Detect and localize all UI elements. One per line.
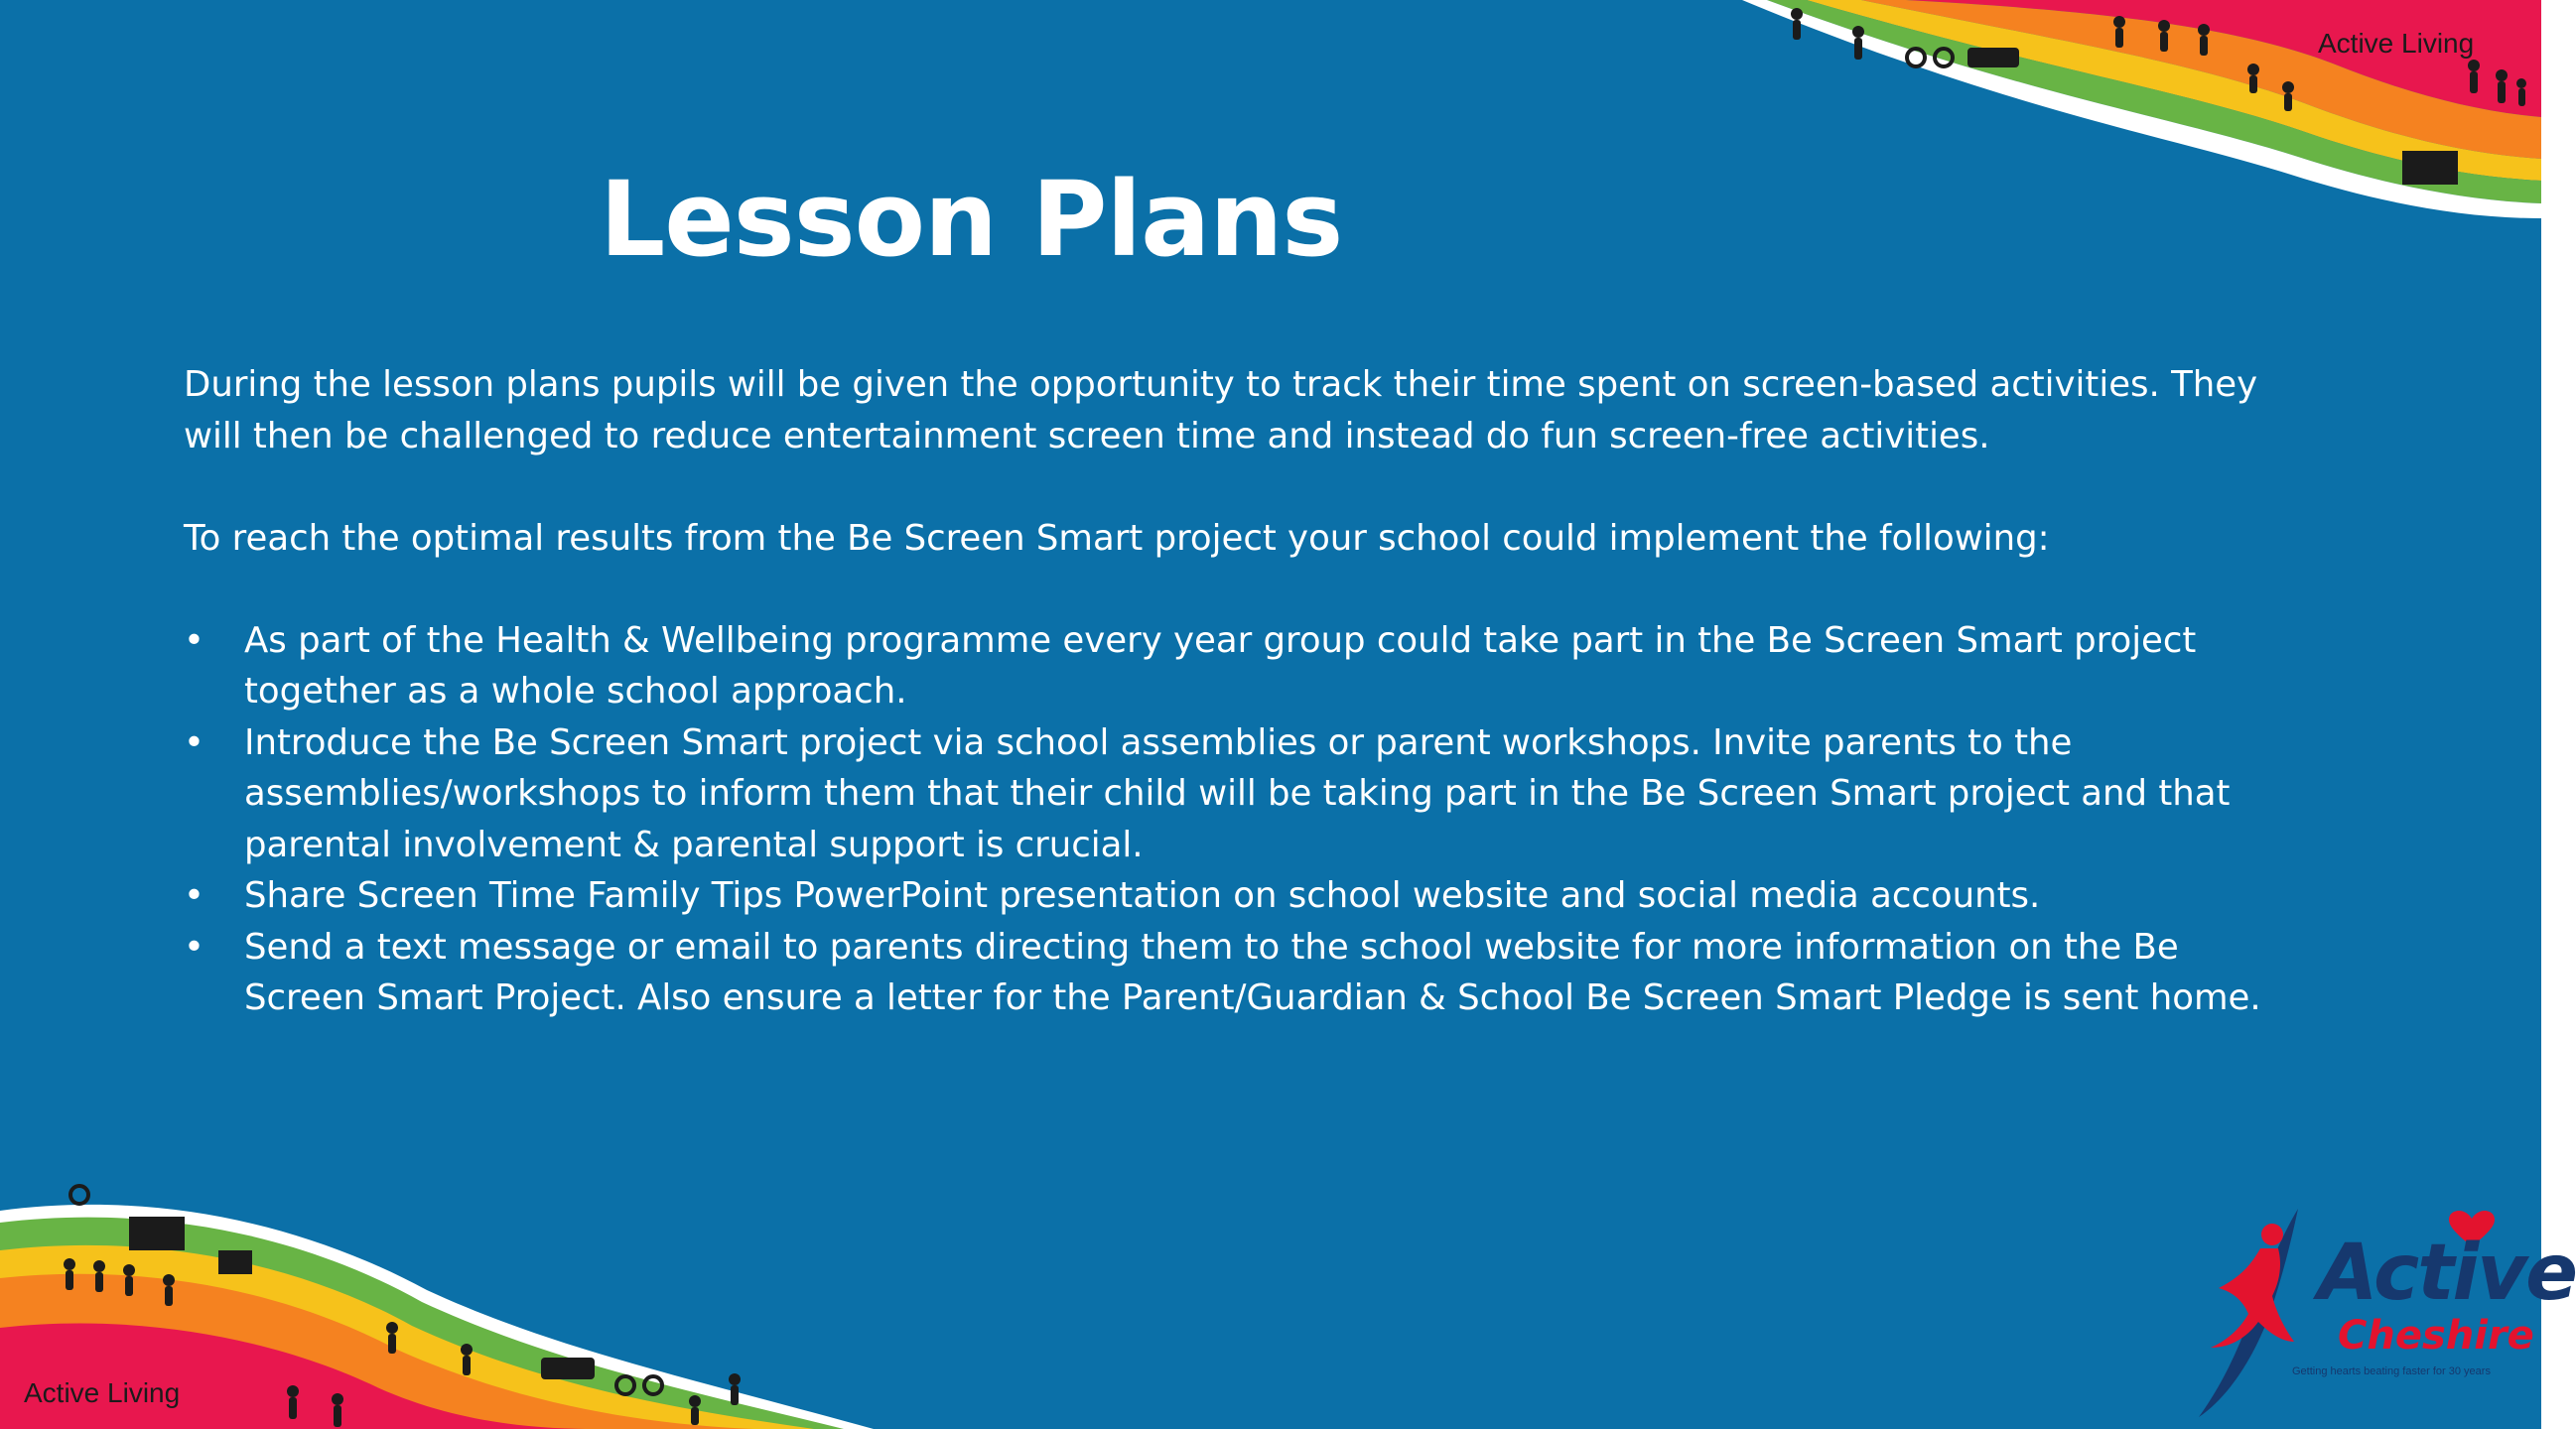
building-icon bbox=[2402, 151, 2458, 185]
bullet-icon: • bbox=[184, 721, 204, 763]
list-item-text: Send a text message or email to parents directing them to the school website for more information on the Be Screen Smart Project. Also ensure a letter for the Parent/Guardian & School Be Screen Smart Pledge is sent home. bbox=[244, 926, 2261, 1018]
active-living-label-bottom: Active Living bbox=[24, 1377, 181, 1408]
wheelchair-user-icon bbox=[70, 1186, 88, 1204]
list-item bbox=[184, 717, 2308, 871]
bus-icon bbox=[1967, 48, 2019, 67]
logo-tagline: Getting hearts beating faster for 30 years bbox=[2292, 1365, 2491, 1377]
logo-cheshire-text: Cheshire bbox=[2338, 1313, 2534, 1359]
list-item bbox=[184, 870, 2308, 922]
list-item bbox=[184, 615, 2308, 717]
slide-title: Lesson Plans bbox=[600, 159, 1343, 280]
runner-swoosh-icon bbox=[2199, 1209, 2328, 1419]
lead-paragraph: To reach the optimal results from the Be Screen Smart project your school could implement the following: bbox=[184, 517, 2050, 559]
house-icon bbox=[218, 1250, 252, 1274]
list-item-text: As part of the Health & Wellbeing programme every year group could take part in the Be Screen Smart project together as a whole school approach. bbox=[244, 619, 2197, 712]
building-icon bbox=[129, 1217, 185, 1250]
active-living-label-top: Active Living bbox=[2318, 28, 2475, 59]
list-item-text: Share Screen Time Family Tips PowerPoint presentation on school website and social media accounts. bbox=[244, 875, 2041, 916]
list-item bbox=[184, 922, 2308, 1024]
slide-body bbox=[184, 359, 2308, 1024]
logo-active-text: Active bbox=[2318, 1229, 2576, 1318]
runner-head bbox=[2261, 1224, 2283, 1245]
intro-paragraph: During the lesson plans pupils will be given the opportunity to track their time spent on screen-based activities. They will then be challenged to reduce entertainment screen time and instead do fun screen-free activities. bbox=[184, 364, 2258, 456]
recommendations-list bbox=[184, 615, 2308, 1024]
bullet-icon: • bbox=[184, 619, 204, 661]
active-cheshire-logo bbox=[2199, 1209, 2576, 1419]
runner-icon bbox=[1791, 8, 1803, 40]
bullet-icon: • bbox=[184, 926, 204, 968]
bullet-icon: • bbox=[184, 875, 204, 916]
list-item-text: Introduce the Be Screen Smart project via school assemblies or parent workshops. Invite parents to the assemblies/workshops to inform them that their child will be taking part in the Be Screen Smart project and that parental involvement & parental support is crucial. bbox=[244, 721, 2231, 865]
bus-icon bbox=[541, 1358, 595, 1379]
